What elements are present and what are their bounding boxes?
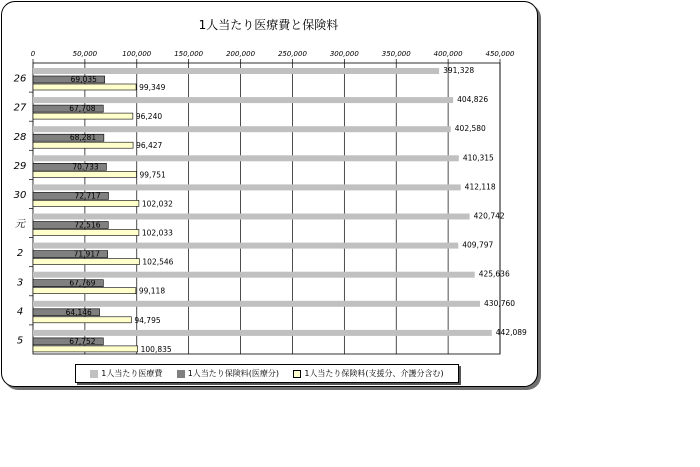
x-tick-label: 150,000 xyxy=(174,50,204,58)
bar-premium-total xyxy=(33,259,139,265)
bar-premium-total-label: 99,349 xyxy=(139,83,166,92)
y-category-label: 29 xyxy=(13,160,27,172)
bar-medical-cost xyxy=(33,97,453,103)
bar-premium-medical-label: 70,733 xyxy=(72,162,99,172)
bar-medical-cost-label: 410,315 xyxy=(462,153,494,163)
bar-premium-total-label: 94,795 xyxy=(134,315,161,325)
bar-premium-total xyxy=(33,142,133,148)
y-category-label: 4 xyxy=(16,306,24,318)
legend-label-medical-cost: 1人当たり医療費 xyxy=(101,369,163,378)
bar-medical-cost xyxy=(33,243,458,249)
bar-medical-cost-label: 442,089 xyxy=(495,327,527,337)
legend-swatch-medical-cost xyxy=(90,370,98,378)
bar-premium-total-label: 102,546 xyxy=(142,257,174,267)
legend-item-premium-medical xyxy=(177,368,279,379)
x-tick-label: 200,000 xyxy=(226,50,256,58)
bar-medical-cost-label: 412,118 xyxy=(464,182,496,192)
bar-premium-total xyxy=(33,113,133,119)
legend-item-premium-total xyxy=(293,368,443,379)
y-category-label: 5 xyxy=(16,335,24,347)
bar-premium-medical-label: 67,769 xyxy=(69,278,96,288)
legend-swatch-premium-medical xyxy=(177,370,185,378)
bar-medical-cost-label: 425,636 xyxy=(478,269,510,279)
bar-medical-cost-label: 404,826 xyxy=(457,95,489,105)
bar-medical-cost xyxy=(33,301,480,307)
bar-medical-cost xyxy=(33,155,459,161)
bar-premium-total-label: 96,240 xyxy=(135,112,163,122)
bar-premium-total xyxy=(33,288,136,294)
bar-medical-cost-label: 409,797 xyxy=(462,240,494,250)
bar-premium-total-label: 102,033 xyxy=(141,228,173,238)
bar-medical-cost xyxy=(33,272,475,278)
bar-medical-cost xyxy=(33,214,470,220)
legend-item-medical-cost xyxy=(90,368,162,379)
bar-premium-total xyxy=(33,200,139,206)
x-tick-label: 350,000 xyxy=(381,50,411,58)
y-category-label: 27 xyxy=(13,102,27,114)
x-tick-label: 450,000 xyxy=(485,50,515,58)
bar-premium-total xyxy=(33,317,131,323)
bar-premium-total xyxy=(33,346,138,352)
bar-premium-medical-label: 67,708 xyxy=(69,104,96,114)
bar-medical-cost-label: 420,742 xyxy=(473,211,505,221)
bar-medical-cost xyxy=(33,68,439,74)
x-tick-label: 400,000 xyxy=(433,50,463,58)
chart-title: 1人当たり医療費と保険料 xyxy=(198,18,339,32)
bar-premium-medical-label: 72,717 xyxy=(74,191,101,201)
bar-medical-cost xyxy=(33,126,451,132)
bar-premium-total-label: 100,835 xyxy=(140,344,172,354)
bar-premium-total-label: 96,427 xyxy=(136,141,163,151)
legend-label-premium-total: 1人当たり保険料(支援分、介護分含む) xyxy=(304,369,444,378)
x-tick-label: 0 xyxy=(30,50,36,58)
bar-premium-medical-label: 69,035 xyxy=(70,75,97,84)
x-tick-label: 250,000 xyxy=(277,50,307,58)
bar-premium-total xyxy=(33,84,136,90)
bar-premium-total-label: 99,751 xyxy=(139,170,166,180)
bar-premium-medical-label: 67,752 xyxy=(69,336,96,346)
bar-medical-cost-label: 391,328 xyxy=(443,66,475,75)
x-tick-label: 100,000 xyxy=(122,50,152,58)
y-category-label: 3 xyxy=(16,277,24,289)
legend-label-premium-medical: 1人当たり保険料(医療分) xyxy=(187,369,280,378)
bar-medical-cost xyxy=(33,330,492,336)
x-tick-label: 300,000 xyxy=(329,50,359,58)
y-category-label: 28 xyxy=(13,131,27,143)
y-category-label: 2 xyxy=(16,248,24,260)
bar-premium-total xyxy=(33,230,139,236)
y-category-label: 30 xyxy=(13,189,27,201)
bar-premium-total-label: 99,118 xyxy=(138,286,166,296)
legend-swatch-premium-total xyxy=(293,370,301,378)
bar-premium-medical-label: 68,281 xyxy=(69,133,97,143)
bar-premium-medical-label: 71,917 xyxy=(73,249,100,259)
bar-premium-medical-label: 64,146 xyxy=(65,307,92,317)
y-category-label: 26 xyxy=(13,73,27,85)
bar-medical-cost xyxy=(33,184,461,190)
bar-premium-total-label: 102,032 xyxy=(141,199,173,209)
bar-medical-cost-label: 430,760 xyxy=(484,298,516,308)
bar-premium-total xyxy=(33,171,137,177)
bar-medical-cost-label: 402,580 xyxy=(454,124,486,134)
y-category-label: 元 xyxy=(15,219,25,231)
legend xyxy=(75,364,459,383)
x-tick-label: 50,000 xyxy=(72,50,98,58)
bar-premium-medical-label: 72,516 xyxy=(74,220,101,230)
